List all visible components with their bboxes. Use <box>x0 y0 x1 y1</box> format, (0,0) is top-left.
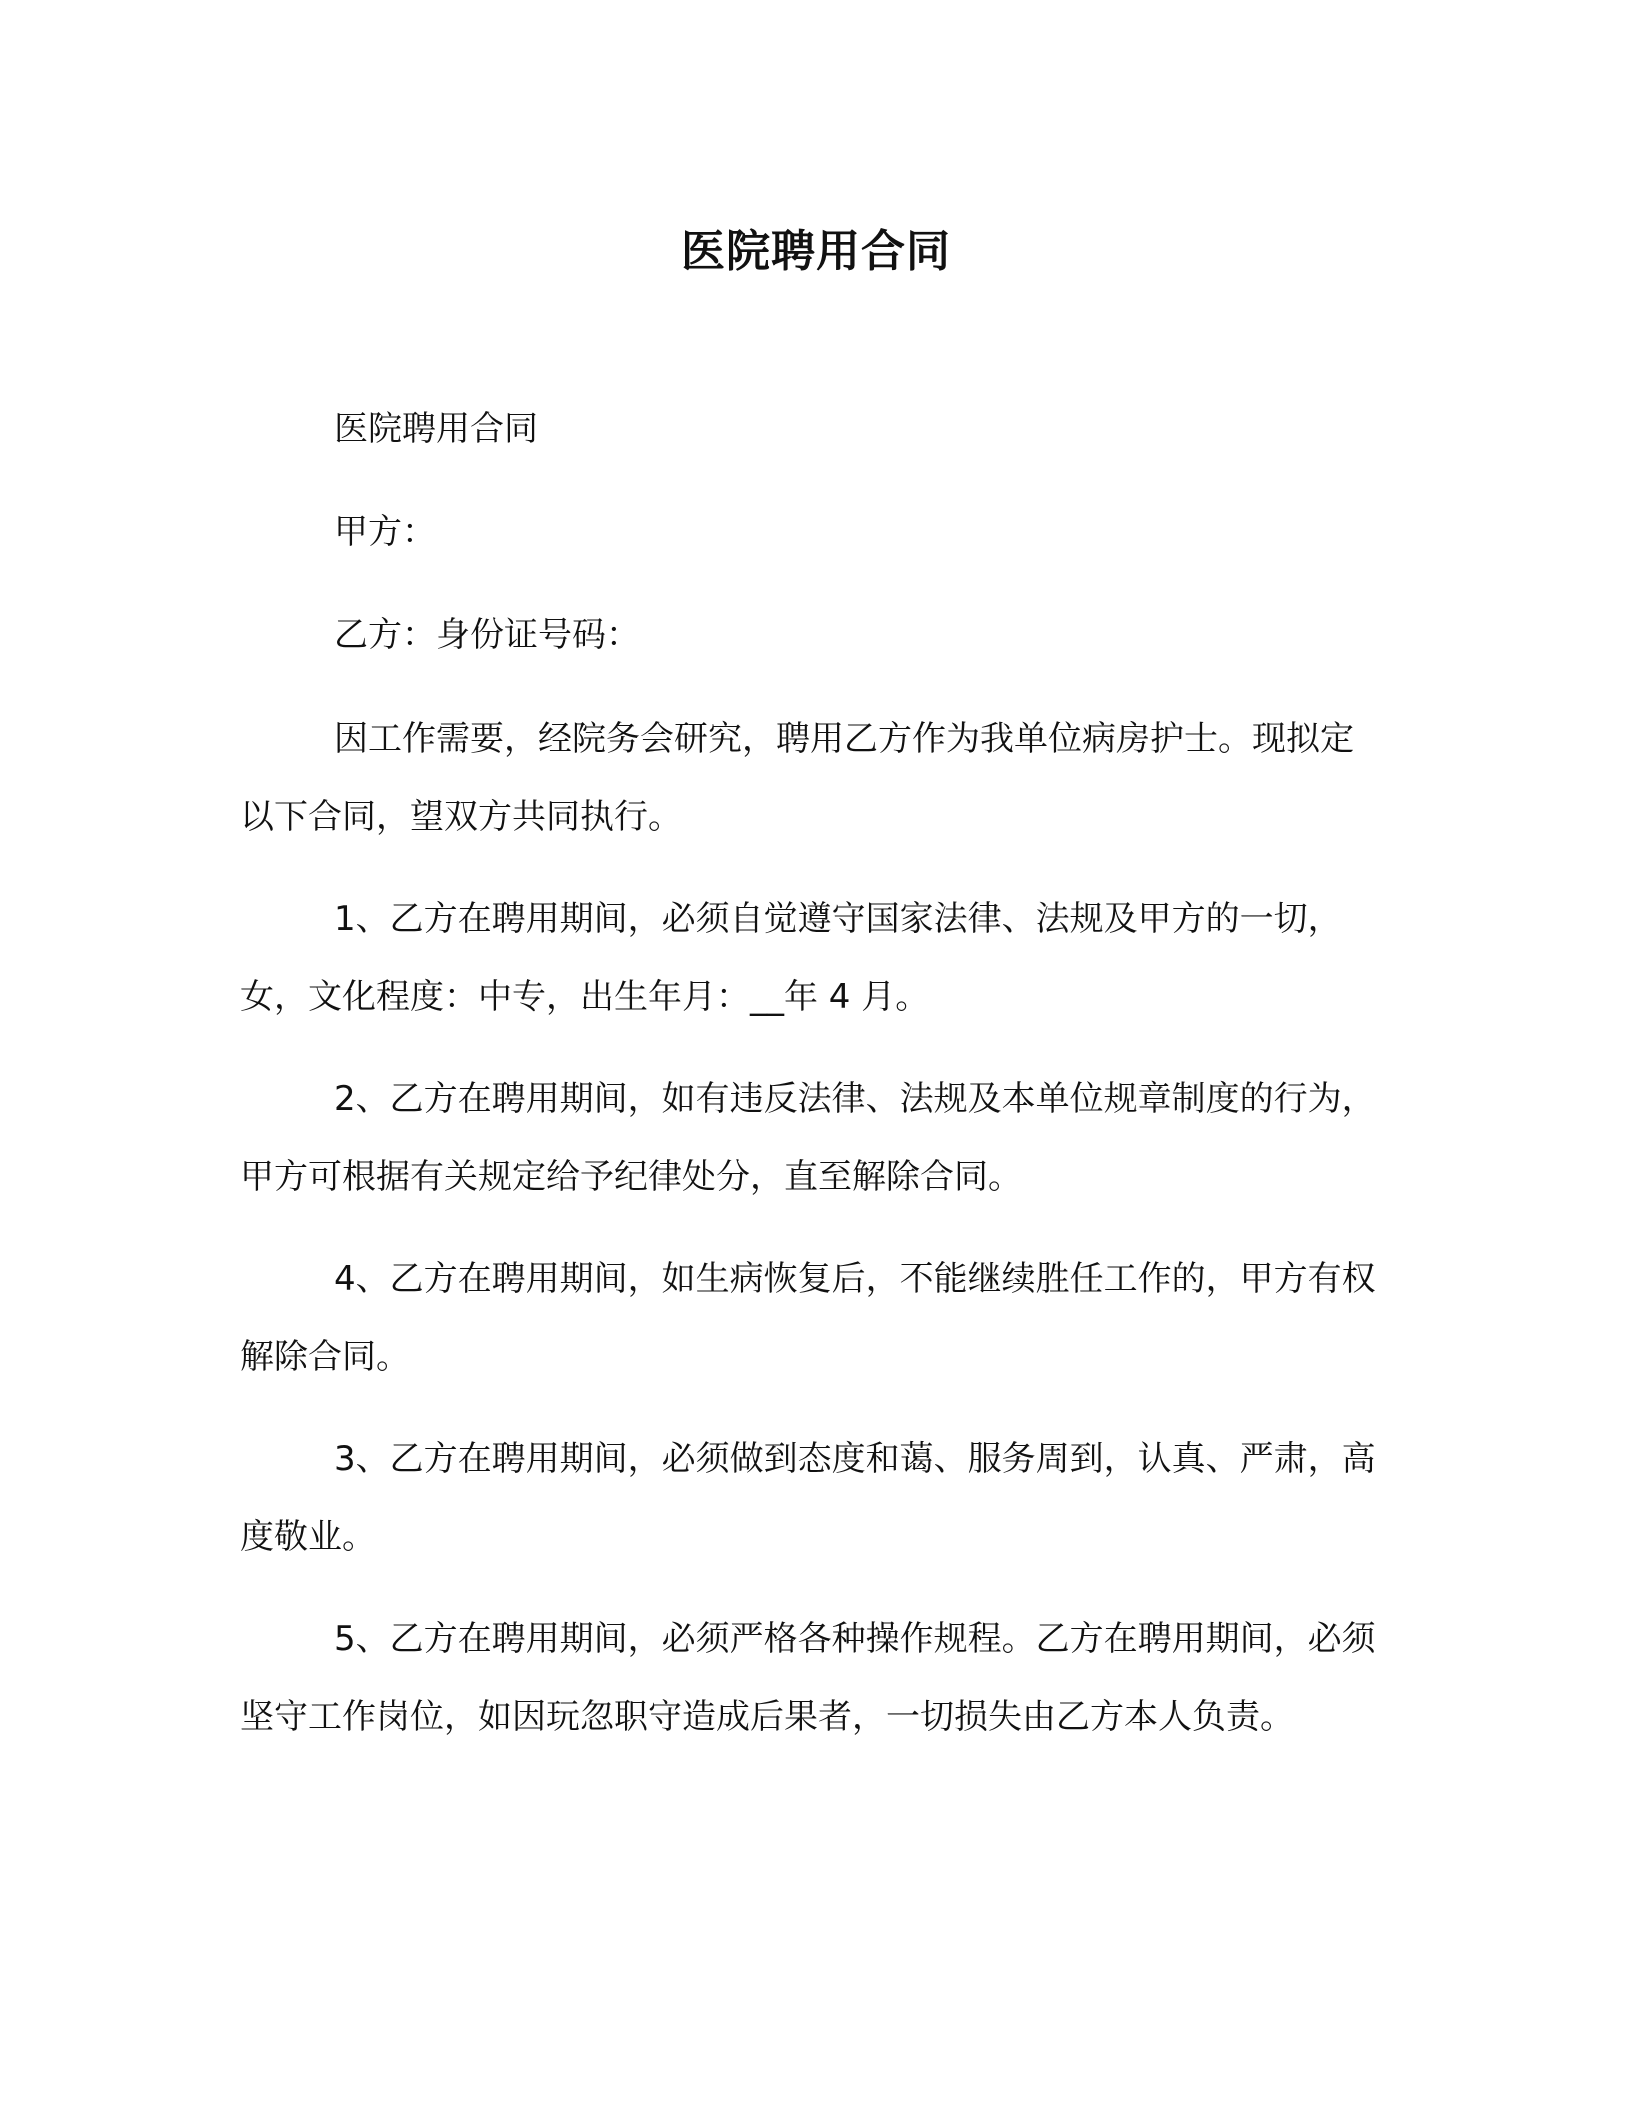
paragraph-intro: 因工作需要，经院务会研究，聘用乙方作为我单位病房护士。现拟定以下合同，望双方共同执行。 <box>240 719 1354 837</box>
document-title: 医院聘用合同 <box>681 226 951 277</box>
paragraph-subtitle: 医院聘用合同 <box>334 409 538 449</box>
paragraph-clause-3: 3、乙方在聘用期间，必须做到态度和蔼、服务周到，认真、严肃，高度敬业。 <box>240 1439 1376 1557</box>
paragraph-clause-1: 1、乙方在聘用期间，必须自觉遵守国家法律、法规及甲方的一切，女，文化程度：中专，出生年月：__年 4 月。 <box>240 899 1342 1017</box>
paragraph-clause-2: 2、乙方在聘用期间，如有违反法律、法规及本单位规章制度的行为，甲方可根据有关规定给予纪律处分，直至解除合同。 <box>240 1079 1376 1197</box>
paragraph-party-a: 甲方： <box>334 512 436 552</box>
paragraph-clause-5: 5、乙方在聘用期间，必须严格各种操作规程。乙方在聘用期间，必须坚守工作岗位，如因玩忽职守造成后果者，一切损失由乙方本人负责。 <box>240 1619 1376 1737</box>
paragraph-clause-4: 4、乙方在聘用期间，如生病恢复后，不能继续胜任工作的，甲方有权解除合同。 <box>240 1259 1376 1377</box>
paragraph-party-b: 乙方：身份证号码： <box>334 615 640 655</box>
